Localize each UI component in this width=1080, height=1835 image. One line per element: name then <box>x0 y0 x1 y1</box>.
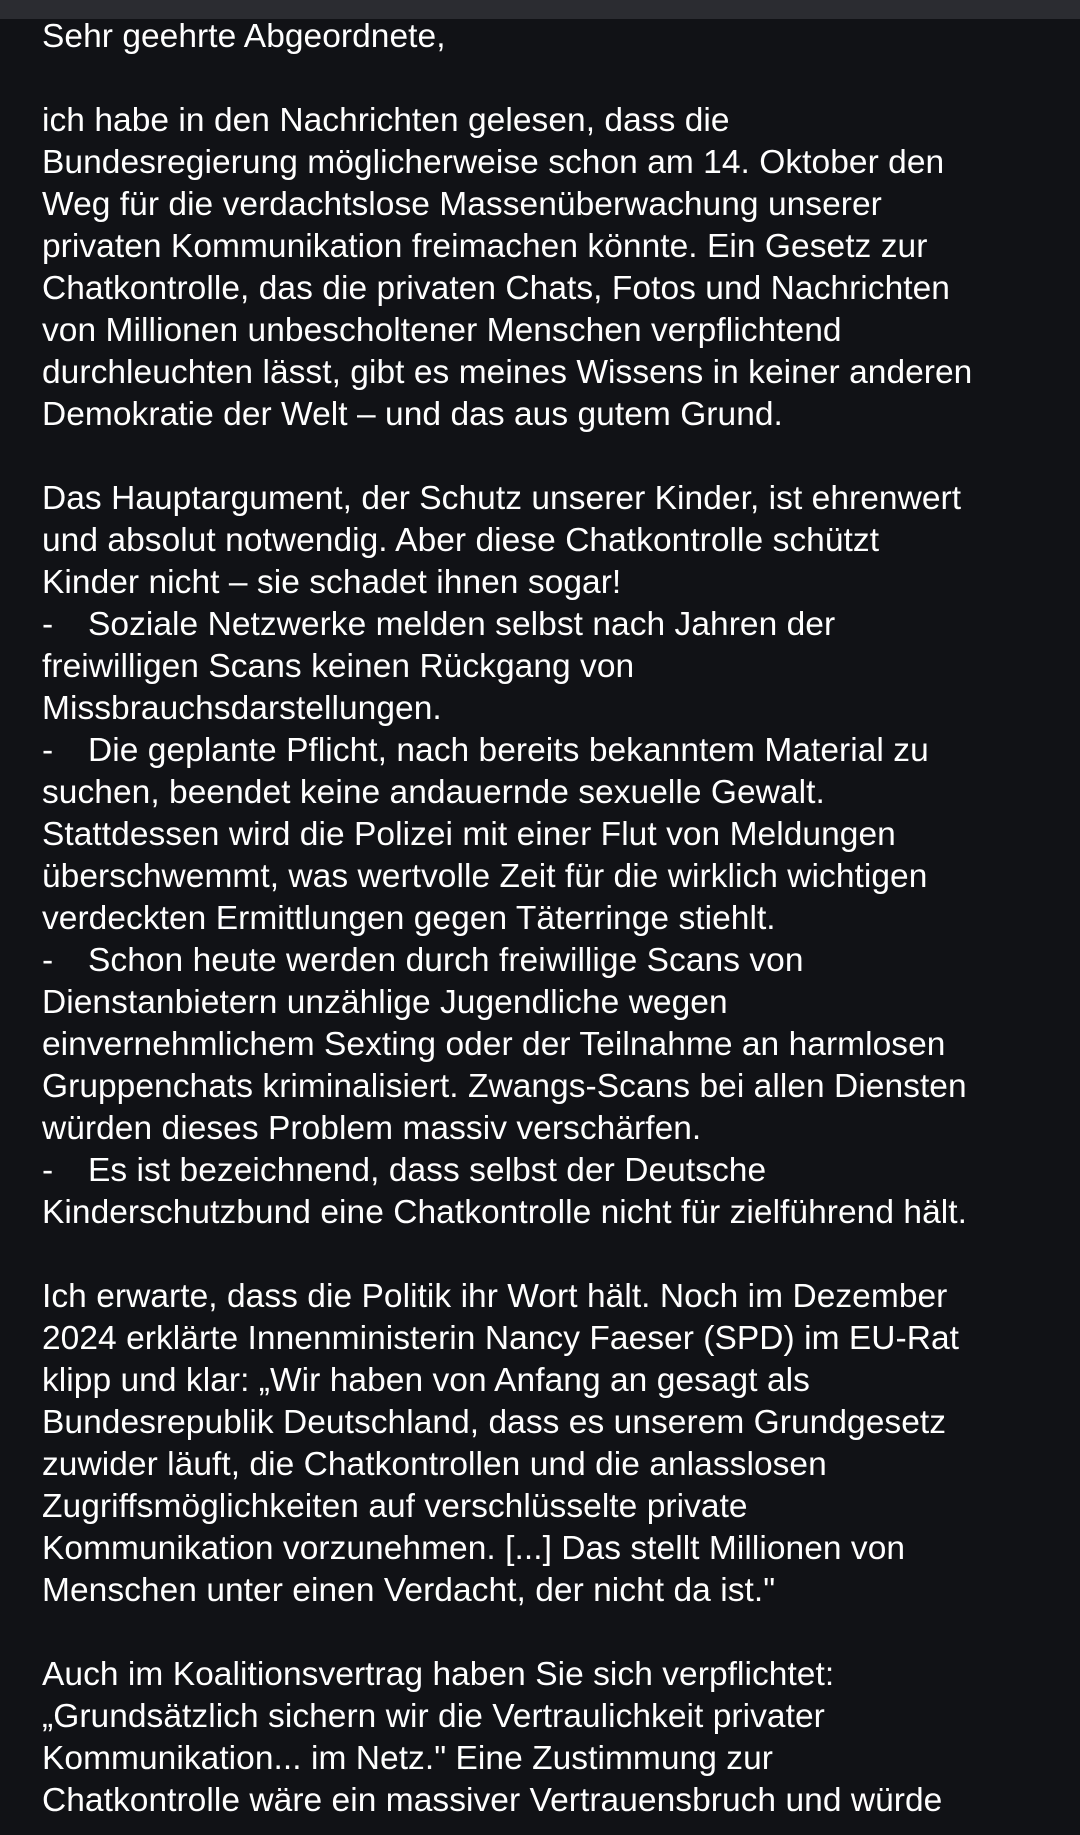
line-text: suchen, beendet keine andauernde sexuelle Gewalt. <box>42 774 825 811</box>
line-text: privaten Kommunikation freimachen könnte. Ein Gesetz zur <box>42 228 928 265</box>
text-line <box>42 688 1072 730</box>
line-text: Ich erwarte, dass die Politik ihr Wort hält. Noch im Dezember <box>42 1278 948 1315</box>
blank-line <box>42 436 1072 478</box>
text-line <box>42 646 1072 688</box>
text-line <box>42 352 1072 394</box>
line-text: einvernehmlichem Sexting oder der Teilnahme an harmlosen <box>42 1026 946 1063</box>
line-text: Menschen unter einen Verdacht, der nicht da ist." <box>42 1572 776 1609</box>
text-line <box>42 16 1072 58</box>
line-text: Demokratie der Welt – und das aus gutem Grund. <box>42 396 783 433</box>
line-text: Soziale Netzwerke melden selbst nach Jahren der <box>88 606 836 643</box>
line-text: „Grundsätzlich sichern wir die Vertraulichkeit privater <box>42 1698 825 1735</box>
line-text: verdeckten Ermittlungen gegen Täterringe stiehlt. <box>42 900 776 937</box>
blank-line <box>42 1612 1072 1654</box>
bullet-dash: - <box>42 1152 54 1189</box>
line-text: Es ist bezeichnend, dass selbst der Deutsche <box>88 1152 767 1189</box>
text-line <box>42 1192 1072 1234</box>
line-text: zuwider läuft, die Chatkontrollen und die anlasslosen <box>42 1446 827 1483</box>
text-line <box>42 1654 1072 1696</box>
text-line <box>42 100 1072 142</box>
line-text: Dienstanbietern unzählige Jugendliche wegen <box>42 984 728 1021</box>
bullet-line <box>42 940 1072 982</box>
text-line <box>42 1696 1072 1738</box>
text-line <box>42 1402 1072 1444</box>
line-text: Auch im Koalitionsvertrag haben Sie sich verpflichtet: <box>42 1656 835 1693</box>
text-line <box>42 562 1072 604</box>
text-line <box>42 1738 1072 1780</box>
line-text: Stattdessen wird die Polizei mit einer Flut von Meldungen <box>42 816 896 853</box>
line-text: freiwilligen Scans keinen Rückgang von <box>42 648 635 685</box>
text-line <box>42 898 1072 940</box>
line-text: Chatkontrolle wäre ein massiver Vertrauensbruch und würde <box>42 1782 943 1819</box>
text-line <box>42 142 1072 184</box>
bullet-dash: - <box>42 942 54 979</box>
text-line <box>42 1528 1072 1570</box>
bullet-line <box>42 730 1072 772</box>
text-line <box>42 184 1072 226</box>
letter-body <box>42 16 1072 1835</box>
line-text: würden dieses Problem massiv verschärfen. <box>42 1110 702 1147</box>
line-text: Gruppenchats kriminalisiert. Zwangs-Scans bei allen Diensten <box>42 1068 967 1105</box>
line-text: Kinder nicht – sie schadet ihnen sogar! <box>42 564 622 601</box>
bullet-line <box>42 604 1072 646</box>
line-text: Sehr geehrte Abgeordnete, <box>42 18 446 55</box>
text-line <box>42 226 1072 268</box>
text-line <box>42 1318 1072 1360</box>
text-line <box>42 520 1072 562</box>
text-line <box>42 1444 1072 1486</box>
line-text: 2024 erklärte Innenministerin Nancy Faeser (SPD) im EU-Rat <box>42 1320 960 1357</box>
text-line <box>42 1108 1072 1150</box>
line-text: und absolut notwendig. Aber diese Chatkontrolle schützt <box>42 522 880 559</box>
blank-line <box>42 1234 1072 1276</box>
bullet-line <box>42 1150 1072 1192</box>
text-line <box>42 772 1072 814</box>
line-text: Kinderschutzbund eine Chatkontrolle nicht für zielführend hält. <box>42 1194 967 1231</box>
line-text: ich habe in den Nachrichten gelesen, dass die <box>42 102 730 139</box>
text-line <box>42 1066 1072 1108</box>
text-line <box>42 1360 1072 1402</box>
line-text: Missbrauchsdarstellungen. <box>42 690 442 727</box>
line-text: durchleuchten lässt, gibt es meines Wissens in keiner anderen <box>42 354 973 391</box>
text-line <box>42 1276 1072 1318</box>
text-line <box>42 982 1072 1024</box>
line-text: Schon heute werden durch freiwillige Scans von <box>88 942 804 979</box>
text-line <box>42 394 1072 436</box>
line-text: Zugriffsmöglichkeiten auf verschlüsselte private <box>42 1488 748 1525</box>
text-line <box>42 1780 1072 1822</box>
line-text: klipp und klar: „Wir haben von Anfang an gesagt als <box>42 1362 810 1399</box>
line-text: Kommunikation... im Netz." Eine Zustimmung zur <box>42 1740 773 1777</box>
text-line <box>42 1486 1072 1528</box>
text-line <box>42 1024 1072 1066</box>
text-line <box>42 478 1072 520</box>
line-text: Kommunikation vorzunehmen. [...] Das stellt Millionen von <box>42 1530 906 1567</box>
line-text: Bundesrepublik Deutschland, dass es unserem Grundgesetz <box>42 1404 947 1441</box>
text-line <box>42 856 1072 898</box>
text-line <box>42 268 1072 310</box>
text-line <box>42 1570 1072 1612</box>
text-line <box>42 814 1072 856</box>
line-text: Das Hauptargument, der Schutz unserer Kinder, ist ehrenwert <box>42 480 962 517</box>
bullet-dash: - <box>42 606 54 643</box>
line-text: Chatkontrolle, das die privaten Chats, Fotos und Nachrichten <box>42 270 950 307</box>
line-text: von Millionen unbescholtener Menschen verpflichtend <box>42 312 842 349</box>
text-line <box>42 310 1072 352</box>
blank-line <box>42 58 1072 100</box>
line-text: Weg für die verdachtslose Massenüberwachung unserer <box>42 186 882 223</box>
line-text: Bundesregierung möglicherweise schon am 14. Oktober den <box>42 144 945 181</box>
line-text: Die geplante Pflicht, nach bereits bekanntem Material zu <box>88 732 929 769</box>
bullet-dash: - <box>42 732 54 769</box>
line-text: überschwemmt, was wertvolle Zeit für die wirklich wichtigen <box>42 858 928 895</box>
